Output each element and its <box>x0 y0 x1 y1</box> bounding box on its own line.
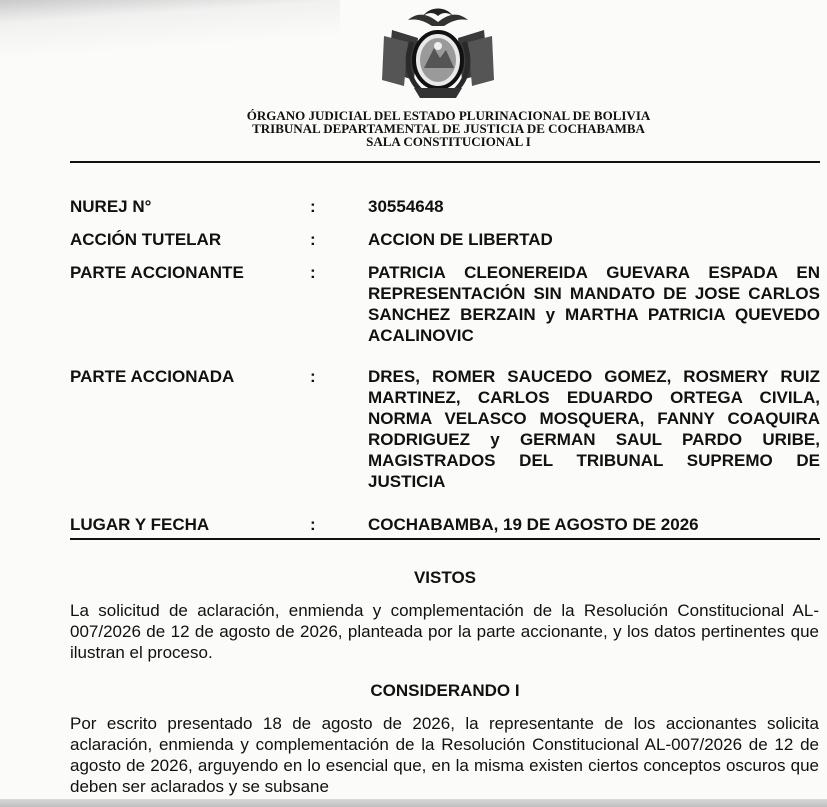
header-line-2: TRIBUNAL DEPARTAMENTAL DE JUSTICIA DE COCHABAMBA <box>252 121 645 136</box>
case-info-divider <box>70 538 820 540</box>
case-info-value: PATRICIA CLEONEREIDA GUEVARA ESPADA EN REPRESENTACIÓN SIN MANDATO DE JOSE CARLOS SANCHEZ BERZAIN y MARTHA PATRICIA QUEVEDO ACALINOVIC <box>368 263 820 345</box>
case-info-label: PARTE ACCIONADA <box>70 367 235 386</box>
scan-shadow <box>0 0 340 60</box>
coat-of-arms-icon <box>378 2 498 108</box>
considerando-heading: CONSIDERANDO I <box>370 681 520 700</box>
case-info-label: NUREJ N° <box>70 197 152 216</box>
case-info-label: ACCIÓN TUTELAR <box>70 230 222 249</box>
case-info-colon: : <box>310 263 316 282</box>
case-info-colon: : <box>310 515 316 534</box>
institution-header <box>0 109 827 148</box>
vistos-paragraph: La solicitud de aclaración, enmienda y complementación de la Resolución Constitucional AL-007/2026 de 12 de agosto de 2026, planteada por la parte accionante, y los datos pertinentes que ilustran el proceso. <box>70 601 819 662</box>
case-info-colon: : <box>310 197 316 216</box>
header-divider <box>70 161 820 163</box>
case-info-value: 30554648 <box>368 197 444 216</box>
case-info-value: DRES, ROMER SAUCEDO GOMEZ, ROSMERY RUIZ MARTINEZ, CARLOS EDUARDO ORTEGA CIVILA, NORMA VELASCO MOSQUERA, FANNY COAQUIRA RODRIGUEZ y GERMAN SAUL PARDO URIBE, MAGISTRADOS DEL TRIBUNAL SUPREMO DE JUSTICIA <box>368 367 820 491</box>
header-line-3: SALA CONSTITUCIONAL I <box>366 134 531 149</box>
header-line-1: ÓRGANO JUDICIAL DEL ESTADO PLURINACIONAL DE BOLIVIA <box>246 108 651 123</box>
scan-bottom-edge <box>0 799 827 807</box>
case-info-value: COCHABAMBA, 19 DE AGOSTO DE 2026 <box>368 515 699 534</box>
case-info-label: PARTE ACCIONANTE <box>70 263 244 282</box>
case-info-value: ACCION DE LIBERTAD <box>368 230 553 249</box>
considerando-paragraph: Por escrito presentado 18 de agosto de 2026, la representante de los accionantes solicita aclaración, enmienda y complementación de la Resolución Constitucional AL-007/2026 de 12 de agosto de 2026, arguyendo en lo esencial que, en la misma existen ciertos conceptos oscuros que deben ser aclarados y se subsane <box>70 714 819 796</box>
case-info-colon: : <box>310 367 316 386</box>
case-info-colon: : <box>310 230 316 249</box>
case-info-label: LUGAR Y FECHA <box>70 515 210 534</box>
vistos-heading: VISTOS <box>413 568 477 587</box>
